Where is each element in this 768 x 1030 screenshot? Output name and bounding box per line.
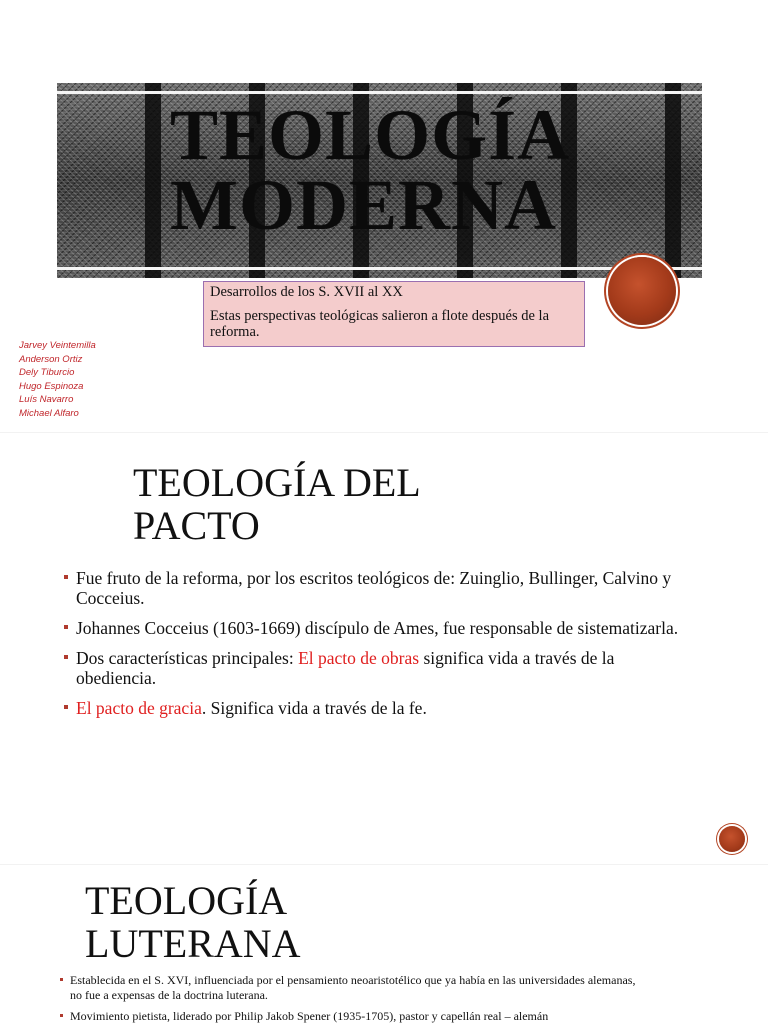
section-title-line1: TEOLOGÍA DEL [133,460,421,505]
square-bullet-icon [64,655,68,659]
subtitle-box [203,281,585,347]
bullet-text-before: Dos características principales: [76,648,299,668]
highlight-pacto-de-obras: El pacto de obras [298,648,420,668]
bullet-text: Fue fruto de la reforma, por los escritos teológicos de: Zuinglio, Bullinger, Calvino y Cocceius. [76,568,672,608]
square-bullet-icon [64,575,68,579]
square-bullet-icon [60,978,63,981]
list-item [64,648,684,688]
bullet-text: Movimiento pietista, liderado por Philip Jakob Spener (1935-1705), pastor y capellán real – alemán [70,1009,549,1023]
square-bullet-icon [60,1014,63,1017]
slide-teologia-luterana [0,864,768,1025]
main-title-line1: TEOLOGÍA [170,95,571,175]
square-bullet-icon [64,625,68,629]
main-title-line2: MODERNA [170,165,557,245]
decorative-circle-icon [608,257,676,325]
list-item [64,568,684,608]
bullet-list [60,973,640,1030]
decorative-circle-icon [719,826,745,852]
list-item [64,698,684,718]
author-name: Jarvey Veintemilla [19,340,96,351]
bullet-text: Johannes Cocceius (1603-1669) discípulo de Ames, fue responsable de sistematizarla. [76,618,679,638]
section-title [133,461,421,547]
author-list [19,339,96,420]
bullet-text-after: significa vida a través de la obediencia. [76,648,615,688]
list-item [60,1009,640,1024]
list-item [64,618,684,638]
author-name: Michael Alfaro [19,407,79,419]
bullet-text-after: . Significa vida a través de la fe. [201,698,427,718]
slide-teologia-del-pacto [0,432,768,865]
author-name: Dely Tiburcio [19,367,75,378]
author-name: Luís Navarro [19,394,74,405]
author-name: Hugo Espinoza [19,380,84,392]
square-bullet-icon [64,705,68,709]
bullet-text: Establecida en el S. XVI, influenciada por el pensamiento neoaristotélico que ya había en las universidades alemanas, no fue a expensas de la doctrina luterana. [70,973,636,1002]
section-title [85,879,301,965]
section-title-line2: LUTERANA [85,921,301,966]
main-title [170,95,690,245]
subtitle-line2: Estas perspectivas teológicas salieron a flote después de la reforma. [210,308,550,340]
subtitle-line1: Desarrollos de los S. XVII al XX [210,284,403,300]
slide-title [0,0,768,432]
section-title-line2: PACTO [133,503,260,548]
section-title-line1: TEOLOGÍA [85,878,288,923]
highlight-pacto-de-gracia: El pacto de gracia [76,698,202,718]
bullet-list [64,568,684,728]
author-name: Anderson Ortiz [19,353,83,365]
list-item [60,973,640,1003]
